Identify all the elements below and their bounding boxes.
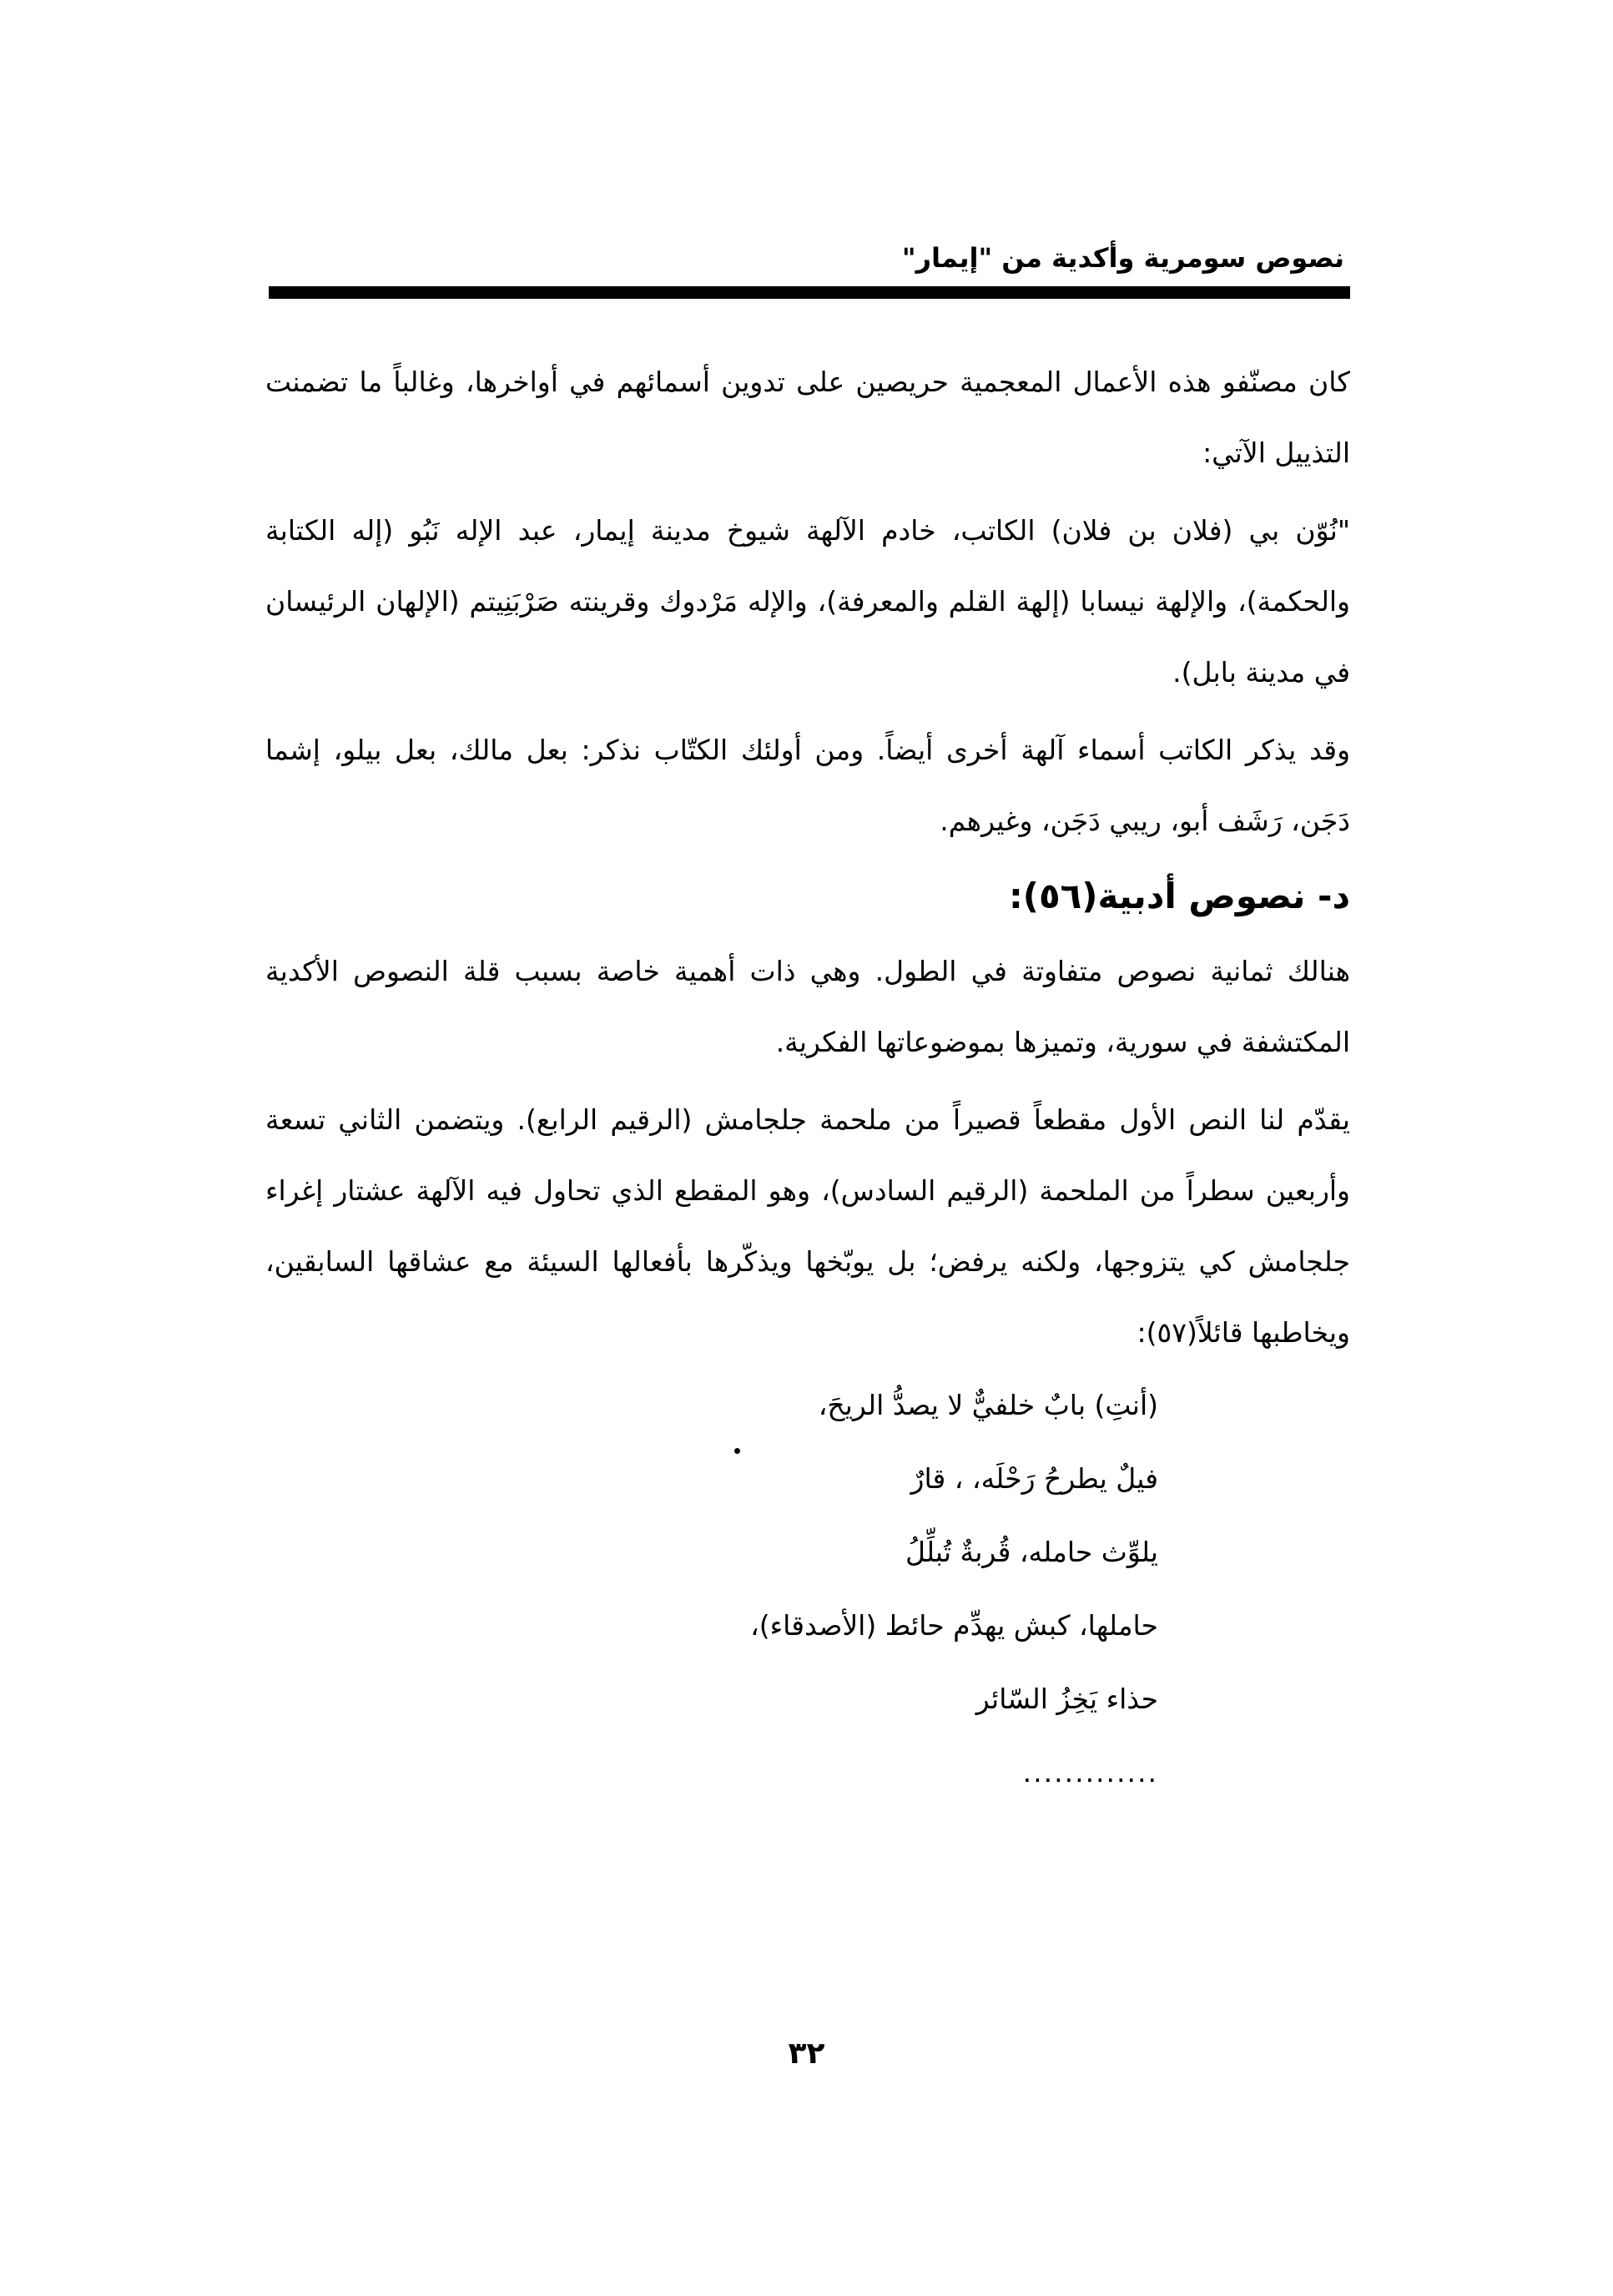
- poem-line: فيلٌ يطرحُ رَحْلَه، ، قارٌ: [910, 1462, 1158, 1495]
- paragraph-literary-texts: هنالك ثمانية نصوص متفاوتة في الطول. وهي ذات أهمية خاصة بسبب قلة النصوص الأكدية المكتشفة في سورية، وتميزها بموضوعاتها الفكرية.: [265, 955, 1350, 1058]
- poem-line: يلوِّث حامله، قُربةٌ تُبلِّلُ: [905, 1536, 1158, 1568]
- paragraph-colophon-intro: كان مصنّفو هذه الأعمال المعجمية حريصين على تدوين أسمائهم في أواخرها، وغالباً ما تضمنت التذييل الآتي:: [265, 366, 1350, 469]
- paragraph-colophon-quote: "نُوّن بي (فلان بن فلان) الكاتب، خادم الآلهة شيوخ مدينة إيمار، عبد الإله نَبُو (إله الكتابة والحكمة)، والإلهة نيسابا (إلهة القلم والمعرفة)، والإله مَرْدوك وقرينته صَرْبَنِيتم (الإلهان الرئيسان في مدينة بابل).: [265, 514, 1350, 689]
- header-rule: [269, 286, 1350, 299]
- page-number: ٣٢: [788, 2036, 825, 2071]
- poem-ellipsis: .............: [1022, 1756, 1158, 1789]
- section-heading: د- نصوص أدبية(٥٦):: [1008, 876, 1350, 916]
- running-header: نصوص سومرية وأكدية من "إيمار": [901, 242, 1344, 274]
- body-text: [265, 346, 1350, 1368]
- poem-line: (أنتِ) بابٌ خلفيٌّ لا يصدُّ الريحَ،: [818, 1389, 1158, 1421]
- poem-line: حاملها، كبش يهدِّم حائط (الأصدقاء)،: [750, 1609, 1158, 1642]
- paragraph-scribes: وقد يذكر الكاتب أسماء آلهة أخرى أيضاً. ومن أولئك الكتّاب نذكر: بعل مالك، بعل بيلو، إشما دَجَن، رَشَف أبو، ريبي دَجَن، وغيرهم.: [265, 734, 1350, 837]
- paragraph-gilgamesh: يقدّم لنا النص الأول مقطعاً قصيراً من ملحمة جلجامش (الرقيم الرابع). ويتضمن الثاني تسعة وأربعين سطراً من الملحمة (الرقيم السادس)، وهو المقطع الذي تحاول فيه الآلهة عشتار إغراء جلجامش كي يتزوجها، ولكنه يرفض؛ بل يوبّخها ويذكّرها بأفعالها السيئة مع عشاقها السابقين، ويخاطبها قائلاً(٥٧):: [265, 1103, 1350, 1349]
- poem-line: حذاء يَخِزُ السّائر: [975, 1683, 1158, 1715]
- poem-excerpt: [750, 1369, 1158, 1809]
- stray-ink-mark: [734, 1448, 740, 1454]
